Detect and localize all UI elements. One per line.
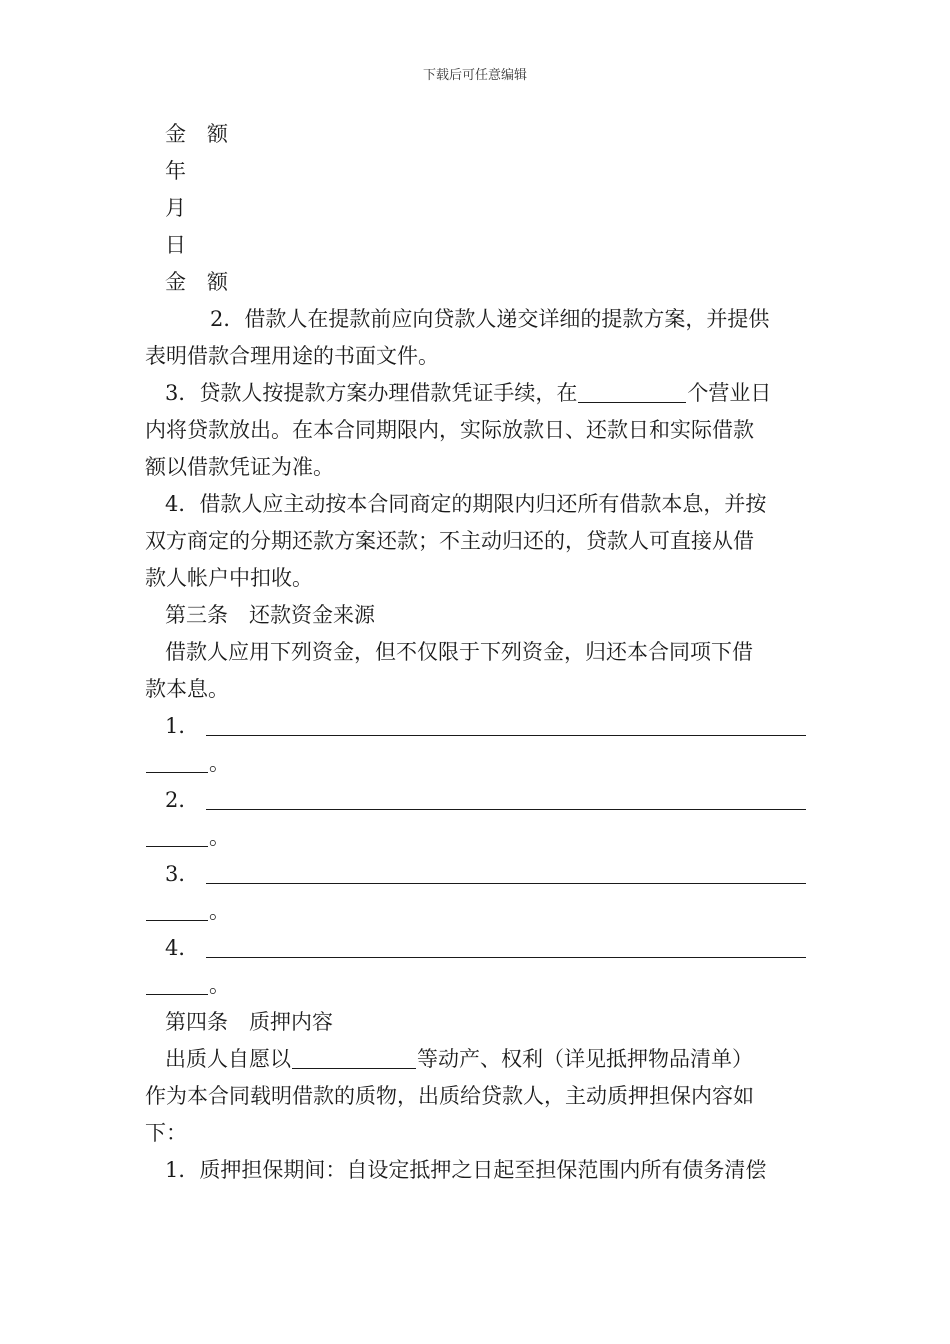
paragraph-line: 借款人应用下列资金，但不仅限于下列资金，归还本合同项下借 (165, 640, 753, 664)
blank-field[interactable] (146, 750, 208, 773)
blank-field[interactable] (146, 824, 208, 847)
item-number: 1． (165, 714, 200, 738)
clause4-text: 出质人自愿以 (165, 1047, 291, 1071)
blank-field[interactable] (206, 787, 806, 810)
item-number: 2． (165, 788, 200, 812)
paragraph-line: 下： (145, 1121, 187, 1145)
blank-field[interactable] (206, 861, 806, 884)
table-label-month: 月 (165, 196, 186, 220)
document-body (145, 116, 815, 1189)
paragraph-line: 款本息。 (145, 677, 229, 701)
clause4-text: 等动产、权利（详见抵押物品清单） (417, 1047, 753, 1071)
item3-text: 3．贷款人按提款方案办理借款凭证手续，在 (165, 381, 578, 405)
item-end: 。 (209, 825, 230, 849)
list-item (145, 856, 815, 893)
paragraph-line: 2．借款人在提款前应向贷款人递交详细的提款方案，并提供 (210, 307, 770, 331)
table-label-amount: 金 额 (165, 270, 228, 294)
paragraph-line: 表明借款合理用途的书面文件。 (145, 344, 439, 368)
item-number: 4． (165, 936, 200, 960)
blank-field[interactable] (146, 972, 208, 995)
paragraph-line: 额以借款凭证为准。 (145, 455, 334, 479)
blank-field[interactable] (292, 1046, 416, 1069)
blank-field[interactable] (206, 935, 806, 958)
item-number: 3． (165, 862, 200, 886)
blank-field[interactable] (578, 380, 686, 403)
blank-field[interactable] (146, 898, 208, 921)
paragraph-line: 款人帐户中扣收。 (145, 566, 313, 590)
clause-heading: 第三条 还款资金来源 (165, 603, 375, 627)
list-item-continuation (145, 893, 815, 930)
list-item (145, 930, 815, 967)
header-note: 下载后可任意编辑 (422, 68, 527, 83)
item3-text: 个营业日 (687, 381, 772, 405)
list-item-continuation (145, 819, 815, 856)
list-item-continuation (145, 745, 815, 782)
list-item-continuation (145, 967, 815, 1004)
paragraph-line (145, 375, 815, 412)
item-end: 。 (209, 751, 230, 775)
paragraph-line: 作为本合同载明借款的质物，出质给贷款人，主动质押担保内容如 (145, 1084, 754, 1108)
table-label-year: 年 (165, 159, 186, 183)
paragraph-line: 双方商定的分期还款方案还款；不主动归还的，贷款人可直接从借 (145, 529, 754, 553)
item-end: 。 (209, 973, 230, 997)
list-item (145, 782, 815, 819)
paragraph-line: 4．借款人应主动按本合同商定的期限内归还所有借款本息，并按 (165, 492, 767, 516)
clause-heading: 第四条 质押内容 (165, 1010, 333, 1034)
paragraph-line: 1．质押担保期间：自设定抵押之日起至担保范围内所有债务清偿 (165, 1158, 767, 1182)
table-label-amount: 金 额 (165, 122, 228, 146)
paragraph-line: 内将贷款放出。在本合同期限内，实际放款日、还款日和实际借款 (145, 418, 754, 442)
table-label-day: 日 (165, 233, 186, 257)
paragraph-line (145, 1041, 815, 1078)
list-item (145, 708, 815, 745)
blank-field[interactable] (206, 713, 806, 736)
item-end: 。 (209, 899, 230, 923)
